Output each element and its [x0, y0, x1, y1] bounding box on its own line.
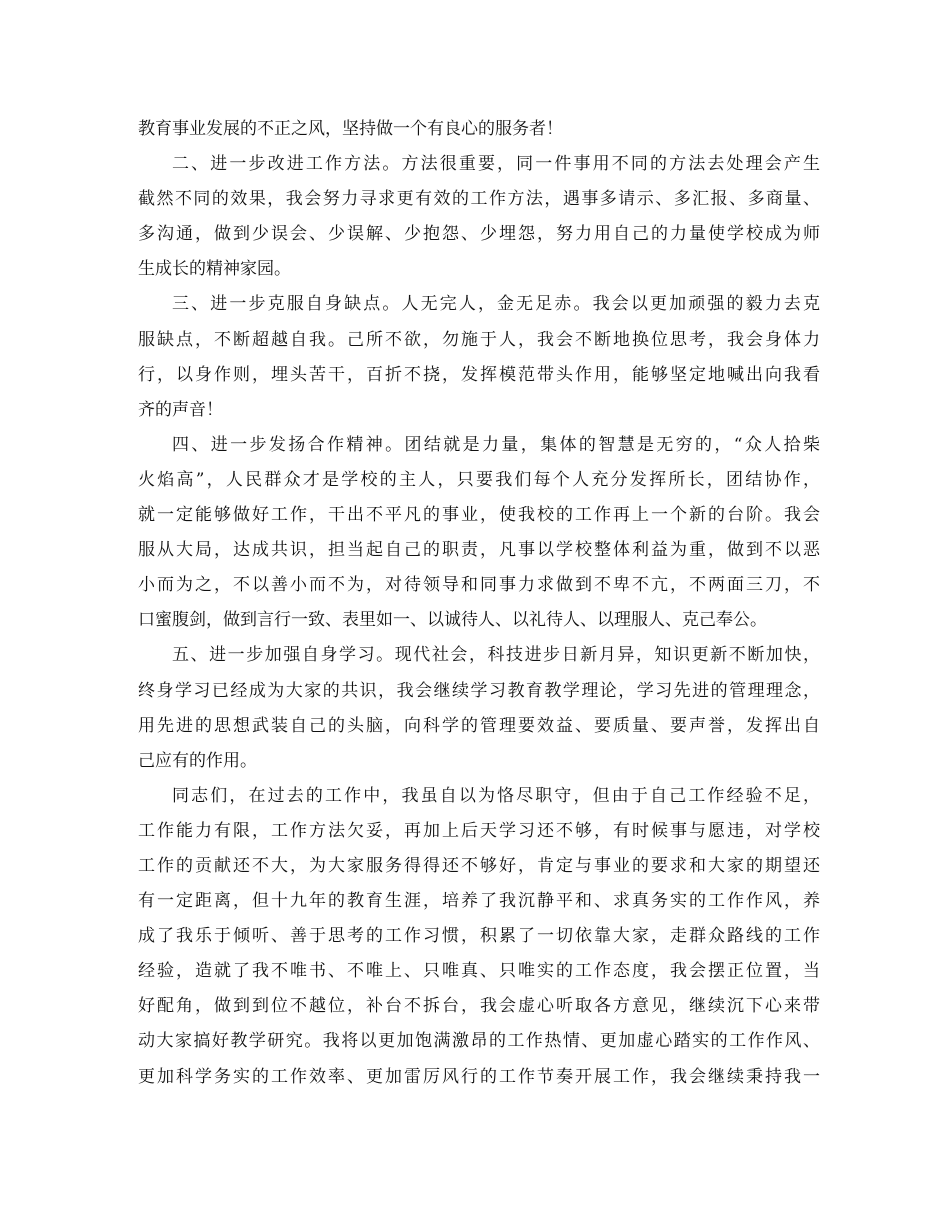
- text-line: 工作能力有限，工作方法欠妥，再加上后天学习还不够，有时候事与愿违，对学校: [138, 820, 820, 841]
- text-line: 五、进一步加强自身学习。现代社会，科技进步日新月异，知识更新不断加快，: [172, 645, 820, 666]
- text-line: 用先进的思想武装自己的头脑，向科学的管理要效益、要质量、要声誉，发挥出自: [138, 715, 820, 736]
- text-line: 火焰高”，人民群众才是学校的主人，只要我们每个人充分发挥所长，团结协作，: [138, 469, 820, 490]
- text-line: 工作的贡献还不大，为大家服务得得还不够好，肯定与事业的要求和大家的期望还: [138, 855, 820, 876]
- text-line: 二、进一步改进工作方法。方法很重要，同一件事用不同的方法去处理会产生: [172, 154, 820, 175]
- document-body: [138, 112, 820, 1095]
- text-line: 动大家搞好教学研究。我将以更加饱满激昂的工作热情、更加虚心踏实的工作作风、: [138, 1031, 820, 1052]
- text-line: 终身学习已经成为大家的共识，我会继续学习教育教学理论，学习先进的管理理念，: [138, 680, 820, 701]
- text-line: 教育事业发展的不正之风，坚持做一个有良心的服务者！: [138, 119, 563, 139]
- text-line: 就一定能够做好工作，干出不平凡的事业，使我校的工作再上一个新的台阶。我会: [138, 505, 820, 526]
- text-line: 成了我乐于倾听、善于思考的工作习惯，积累了一切依靠大家，走群众路线的工作: [138, 926, 820, 947]
- text-line: 服从大局，达成共识，担当起自己的职责，凡事以学校整体利益为重，做到不以恶: [138, 540, 820, 561]
- text-line: 生成长的精神家园。: [138, 259, 291, 280]
- text-line: 好配角，做到到位不越位，补台不拆台，我会虚心听取各方意见，继续沉下心来带: [138, 996, 820, 1017]
- text-line: 经验，造就了我不唯书、不唯上、只唯真、只唯实的工作态度，我会摆正位置，当: [138, 961, 820, 982]
- text-line: 齐的声音！: [138, 399, 223, 420]
- text-line: 行，以身作则，埋头苦干，百折不挠，发挥模范带头作用，能够坚定地喊出向我看: [138, 364, 820, 385]
- text-line: 己应有的作用。: [138, 750, 257, 771]
- text-line: 有一定距离，但十九年的教育生涯，培养了我沉静平和、求真务实的工作作风，养: [138, 891, 820, 912]
- text-line: 截然不同的效果，我会努力寻求更有效的工作方法，遇事多请示、多汇报、多商量、: [138, 189, 820, 210]
- text-line: 口蜜腹剑，做到言行一致、表里如一、以诚待人、以礼待人、以理服人、克己奉公。: [138, 610, 767, 631]
- text-line: 四、进一步发扬合作精神。团结就是力量，集体的智慧是无穷的，“众人拾柴: [172, 434, 820, 455]
- text-line: 三、进一步克服自身缺点。人无完人，金无足赤。我会以更加顽强的毅力去克: [172, 294, 820, 315]
- text-line: 服缺点，不断超越自我。己所不欲，勿施于人，我会不断地换位思考，我会身体力: [138, 329, 820, 350]
- text-line: 更加科学务实的工作效率、更加雷厉风行的工作节奏开展工作，我会继续秉持我一: [138, 1066, 820, 1087]
- text-line: 小而为之，不以善小而不为，对待领导和同事力求做到不卑不亢，不两面三刀，不: [138, 575, 820, 596]
- text-line: 同志们，在过去的工作中，我虽自以为恪尽职守，但由于自己工作经验不足，: [172, 785, 820, 806]
- text-line: 多沟通，做到少误会、少误解、少抱怨、少埋怨，努力用自己的力量使学校成为师: [138, 224, 820, 245]
